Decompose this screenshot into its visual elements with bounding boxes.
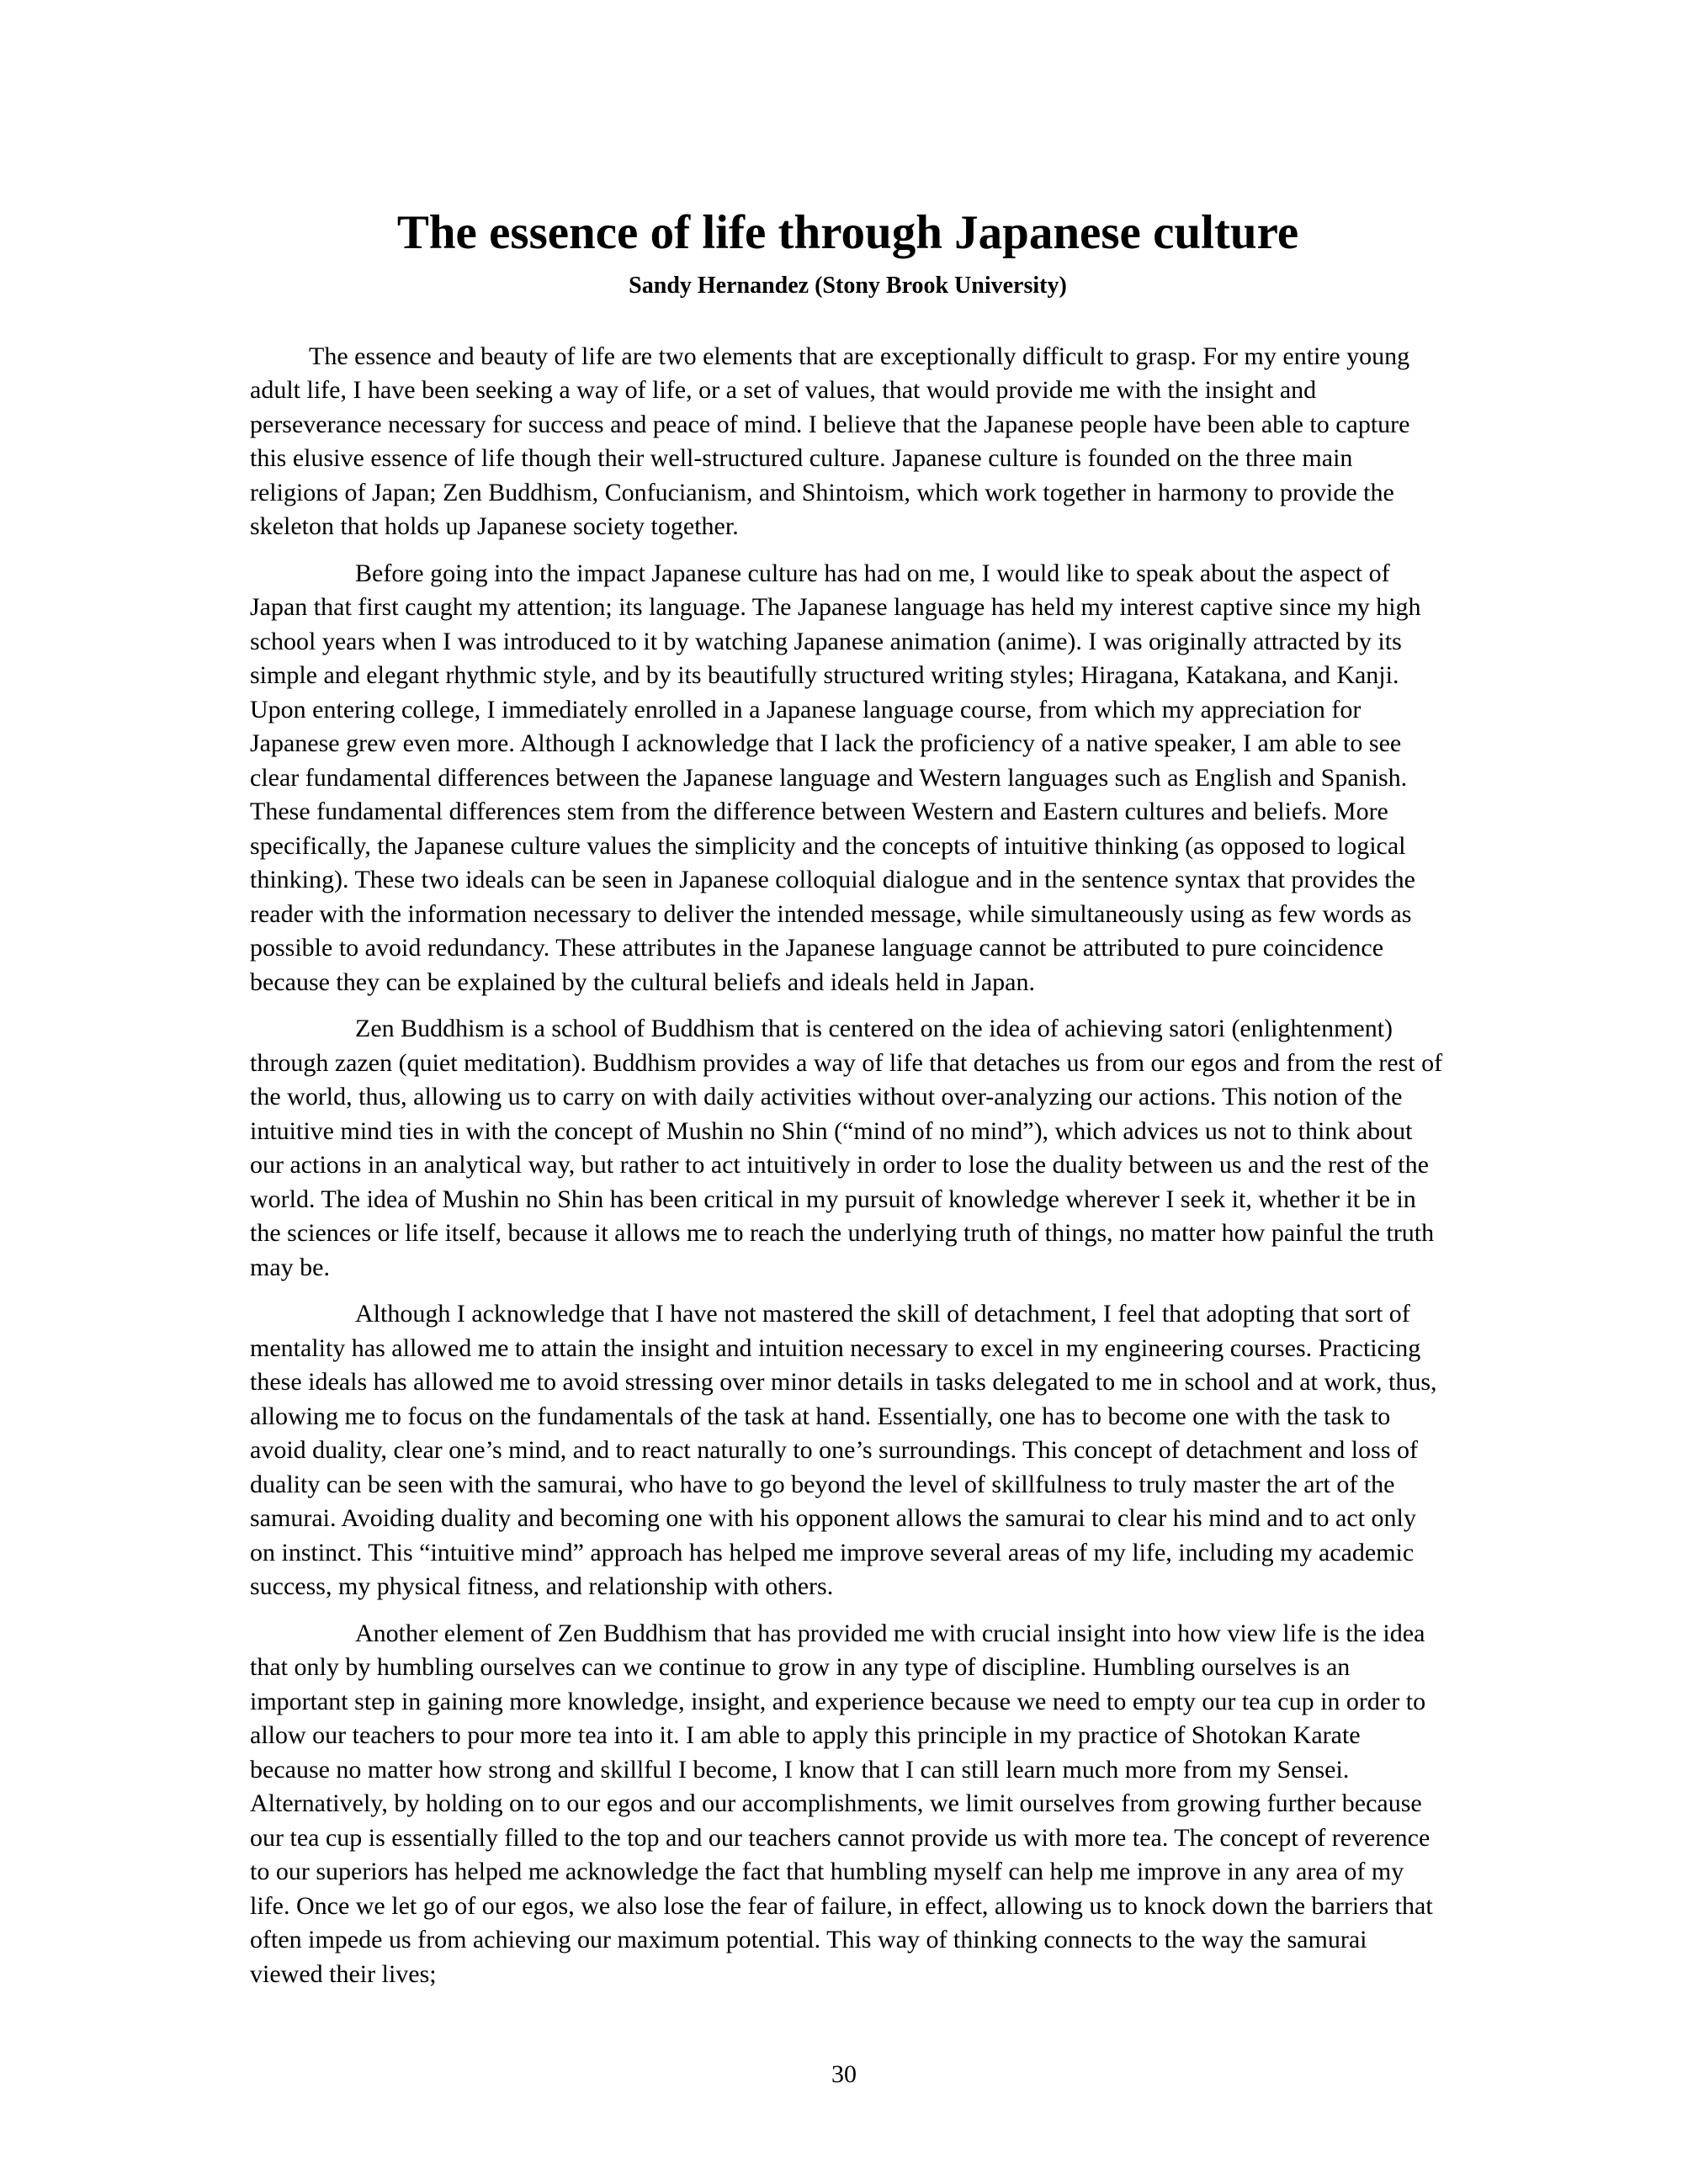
page-number: 30: [831, 2060, 857, 2088]
paragraph-language: Before going into the impact Japanese culture has had on me, I would like to speak about the aspect of Japan that first caught my attention; its language. The Japanese language has held my interest captive since my high school years when I was introduced to it by watching Japanese animation (anime). I was originally attracted by its simple and elegant rhythmic style, and by its beautifully structured writing styles; Hiragana, Katakana, and Kanji. Upon entering college, I immediately enrolled in a Japanese language course, from which my appreciation for Japanese grew even more. Although I acknowledge that I lack the proficiency of a native speaker, I am able to see clear fundamental differences between the Japanese language and Western languages such as English and Spanish. These fundamental differences stem from the difference between Western and Eastern cultures and beliefs. More specifically, the Japanese culture values the simplicity and the concepts of intuitive thinking (as opposed to logical thinking). These two ideals can be seen in Japanese colloquial dialogue and in the sentence syntax that provides the reader with the information necessary to deliver the intended message, while simultaneously using as few words as possible to avoid redundancy. These attributes in the Japanese language cannot be attributed to pure coincidence because they can be explained by the cultural beliefs and ideals held in Japan.: [250, 559, 1421, 996]
paragraph-detachment: Although I acknowledge that I have not mastered the skill of detachment, I feel that adopting that sort of mentality has allowed me to attain the insight and intuition necessary to excel in my engineering courses. Practicing these ideals has allowed me to avoid stressing over minor details in tasks delegated to me in school and at work, thus, allowing me to focus on the fundamentals of the task at hand. Essentially, one has to become one with the task to avoid duality, clear one’s mind, and to react naturally to one’s surroundings. This concept of detachment and loss of duality can be seen with the samurai, who have to go beyond the level of skillfulness to truly master the art of the samurai. Avoiding duality and becoming one with his opponent allows the samurai to clear his mind and to act only on instinct. This “intuitive mind” approach has helped me improve several areas of my life, including my academic success, my physical fitness, and relationship with others.: [250, 1300, 1437, 1601]
paragraph-intro: The essence and beauty of life are two elements that are exceptionally difficult to grasp. For my entire young adult life, I have been seeking a way of life, or a set of values, that would provide me with the insight and perseverance necessary for success and peace of mind. I believe that the Japanese people have been able to capture this elusive essence of life though their well-structured culture. Japanese culture is founded on the three main religions of Japan; Zen Buddhism, Confucianism, and Shintoism, which work together in harmony to provide the skeleton that holds up Japanese society together.: [250, 342, 1410, 541]
author-byline: Sandy Hernandez (Stony Brook University): [629, 272, 1067, 299]
paragraph-zen-buddhism: Zen Buddhism is a school of Buddhism that is centered on the idea of achieving satori (enlightenment) through zazen (quiet meditation). Buddhism provides a way of life that detaches us from our egos and from the rest of the world, thus, allowing us to carry on with daily activities without over-analyzing our actions. This notion of the intuitive mind ties in with the concept of Mushin no Shin (“mind of no mind”), which advices us not to think about our actions in an analytical way, but rather to act intuitively in order to lose the duality between us and the rest of the world. The idea of Mushin no Shin has been critical in my pursuit of knowledge wherever I seek it, whether it be in the sciences or life itself, because it allows me to reach the underlying truth of things, no matter how painful the truth may be.: [250, 1015, 1443, 1281]
document-title: The essence of life through Japanese culture: [396, 206, 1299, 259]
document-body: [250, 205, 1446, 2004]
paragraph-humility: Another element of Zen Buddhism that has provided me with crucial insight into how view life is the idea that only by humbling ourselves can we continue to grow in any type of discipline. Humbling ourselves is an important step in gaining more knowledge, insight, and experience because we need to empty our tea cup in order to allow our teachers to pour more tea into it. I am able to apply this principle in my practice of Shotokan Karate because no matter how strong and skillful I become, I know that I can still learn much more from my Sensei. Alternatively, by holding on to our egos and our accomplishments, we limit ourselves from growing further because our tea cup is essentially filled to the top and our teachers cannot provide us with more tea. The concept of reverence to our superiors has helped me acknowledge the fact that humbling myself can help me improve in any area of my life. Once we let go of our egos, we also lose the fear of failure, in effect, allowing us to knock down the barriers that often impede us from achieving our maximum potential. This way of thinking connects to the way the samurai viewed their lives;: [250, 1619, 1433, 1988]
